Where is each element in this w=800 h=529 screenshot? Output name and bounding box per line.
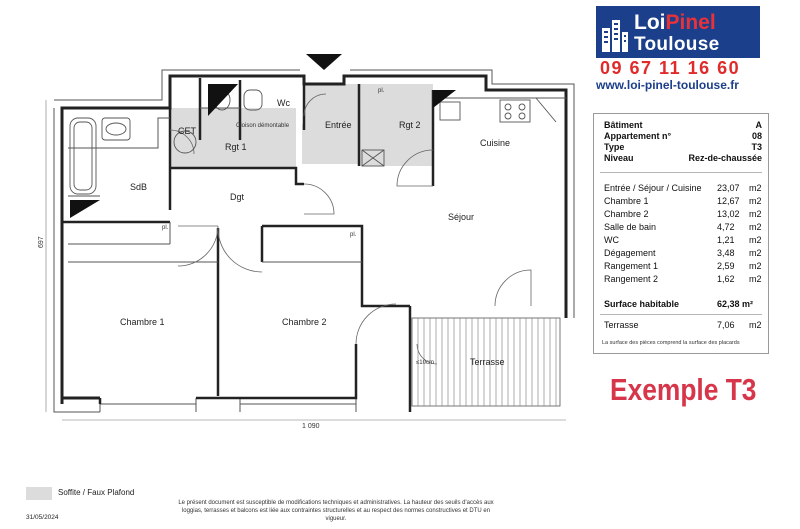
document-date: 31/05/2024 (26, 514, 59, 521)
area-row (604, 260, 760, 273)
area-row (604, 247, 760, 260)
area-unit: m2 (749, 235, 762, 245)
label-dgt: Dgt (230, 192, 245, 202)
website-link[interactable]: www.loi-pinel-toulouse.fr (596, 78, 739, 92)
logo-city: Toulouse (634, 34, 720, 55)
label-rgt1: Rgt 1 (225, 142, 247, 152)
dim-width: 1 090 (302, 423, 320, 430)
area-row (604, 208, 760, 221)
area-row (604, 273, 760, 286)
area-name: Rangement 2 (604, 274, 659, 284)
exemple-title: Exemple T3 (610, 372, 757, 407)
appartement-label: Appartement n° (604, 131, 672, 141)
label-cuisine: Cuisine (480, 138, 511, 148)
area-unit: m2 (749, 196, 762, 206)
building-icon (600, 16, 630, 52)
area-unit: m2 (749, 261, 762, 271)
dim-height: 697 (38, 236, 45, 248)
batiment-label: Bâtiment (604, 120, 643, 130)
appartement-value: 08 (751, 131, 762, 141)
area-value: 1,21 (717, 235, 735, 245)
divider (600, 172, 762, 173)
area-row (604, 221, 760, 234)
area-unit: m2 (749, 248, 762, 258)
area-unit: m2 (749, 209, 762, 219)
label-chambre2: Chambre 2 (282, 317, 327, 327)
area-name: Chambre 2 (604, 209, 649, 219)
niveau-label: Niveau (604, 153, 634, 163)
terrasse-value: 7,06 (717, 320, 735, 330)
area-value: 3,48 (717, 248, 735, 258)
label-rgt2: Rgt 2 (399, 120, 421, 130)
area-value: 4,72 (717, 222, 735, 232)
surface-value: 62,38 m² (717, 299, 754, 309)
surface-label: Surface habitable (604, 299, 680, 309)
terrasse-label: Terrasse (604, 320, 639, 330)
niveau-value: Rez-de-chaussée (688, 153, 762, 163)
area-row (604, 234, 760, 247)
label-pl-2: pl. (162, 225, 169, 231)
area-unit: m2 (749, 183, 762, 193)
area-name: Dégagement (604, 248, 656, 258)
surface-habitable-row (604, 298, 760, 311)
area-name: WC (604, 235, 619, 245)
label-seuil: ≤10cm (416, 360, 434, 366)
area-value: 23,07 (717, 183, 740, 193)
area-row (604, 195, 760, 208)
label-sejour: Séjour (448, 212, 475, 222)
soffit-legend-swatch (26, 487, 52, 500)
area-value: 2,59 (717, 261, 735, 271)
area-unit: m2 (749, 274, 762, 284)
logo-title (634, 12, 716, 34)
area-name: Rangement 1 (604, 261, 659, 271)
company-logo (596, 6, 760, 58)
surface-note: La surface des pièces comprend la surface des placards (602, 340, 740, 346)
label-terrasse: Terrasse (470, 357, 505, 367)
label-cloison: Cloison démontable (236, 123, 290, 129)
type-label: Type (604, 142, 625, 152)
divider (600, 314, 762, 315)
area-name: Salle de bain (604, 222, 657, 232)
label-chambre1: Chambre 1 (120, 317, 165, 327)
label-pl-3: pl. (350, 232, 357, 238)
terrasse-row (604, 319, 760, 332)
type-value: T3 (751, 142, 762, 152)
soffit-legend-label: Soffite / Faux Plafond (58, 488, 135, 497)
label-pl-1: pl. (378, 88, 385, 94)
label-sdb: SdB (130, 182, 148, 192)
phone-number[interactable]: 09 67 11 16 60 (600, 58, 741, 78)
label-entree: Entrée (325, 120, 352, 130)
batiment-value: A (755, 120, 762, 130)
label-wc: Wc (277, 98, 290, 108)
terrasse-unit: m2 (749, 320, 762, 330)
disclaimer-text: Le présent document est susceptible de modifications techniques et administratives. La hauteur des seuils d'accès aux loggias, terrasses et balcons est liée aux contraintes structurelles et au respect des normes constructives et DTU en vigueur. (178, 500, 494, 522)
label-cet: CET (178, 126, 196, 136)
logo-word-pinel: Pinel (665, 11, 716, 34)
area-value: 12,67 (717, 196, 740, 206)
apartment-info-box (593, 113, 769, 354)
area-value: 1,62 (717, 274, 735, 284)
area-value: 13,02 (717, 209, 740, 219)
area-unit: m2 (749, 222, 762, 232)
logo-word-loi: Loi (634, 11, 666, 34)
area-row (604, 182, 760, 195)
area-name: Entrée / Séjour / Cuisine (604, 183, 702, 193)
area-name: Chambre 1 (604, 196, 649, 206)
